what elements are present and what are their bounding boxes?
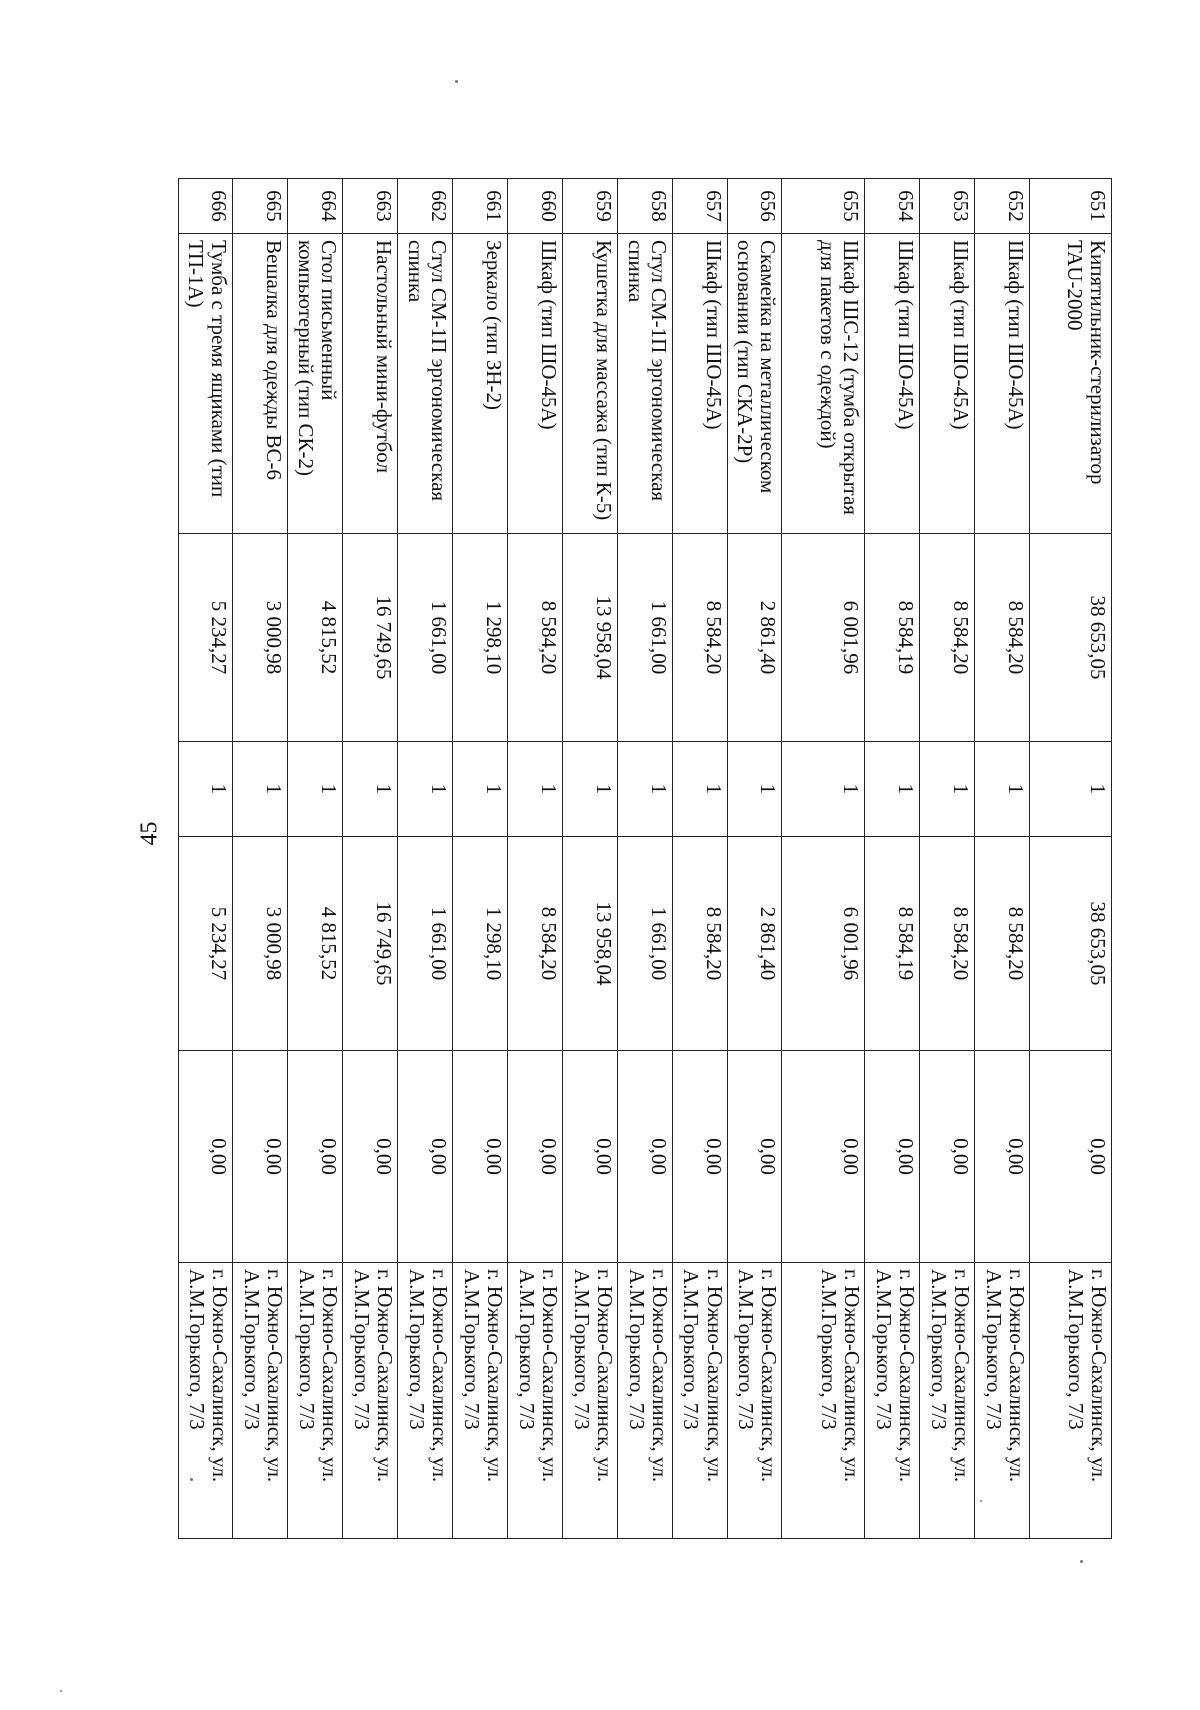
quantity-cell: 1 [398, 742, 453, 837]
address-cell: г. Южно-Сахалинск, ул. А.М.Горького, 7/3 [288, 1263, 343, 1539]
item-name-cell: Тумба с тремя ящиками (тип ТП-1А) [179, 234, 233, 534]
table-row [617, 179, 672, 1539]
table-row [864, 179, 919, 1539]
table-row [179, 179, 233, 1539]
row-number-cell: 661 [452, 179, 507, 234]
cost-cell: 8 584,20 [672, 534, 727, 742]
address-cell: г. Южно-Сахалинск, ул. А.М.Горького, 7/3 [398, 1263, 453, 1539]
book-value-cell: 1 661,00 [398, 837, 453, 1051]
scan-speck [1080, 1560, 1083, 1563]
scan-speck [980, 1500, 982, 1502]
book-value-cell: 2 861,40 [727, 837, 782, 1051]
table-row [562, 179, 617, 1539]
row-number-cell: 662 [398, 179, 453, 234]
scan-speck [455, 80, 458, 83]
cost-cell: 38 653,05 [1029, 534, 1111, 742]
row-number-cell: 660 [507, 179, 562, 234]
cost-cell: 6 001,96 [782, 534, 864, 742]
cost-cell: 1 661,00 [398, 534, 453, 742]
book-value-cell: 6 001,96 [782, 837, 864, 1051]
quantity-cell: 1 [782, 742, 864, 837]
inventory-table [178, 178, 1112, 1539]
row-number-cell: 656 [727, 179, 782, 234]
table-row [727, 179, 782, 1539]
cost-cell: 13 958,04 [562, 534, 617, 742]
book-value-cell: 38 653,05 [1029, 837, 1111, 1051]
book-value-cell: 8 584,20 [672, 837, 727, 1051]
cost-cell: 16 749,65 [343, 534, 398, 742]
quantity-cell: 1 [343, 742, 398, 837]
cost-cell: 1 661,00 [617, 534, 672, 742]
page-number: 45 [136, 821, 163, 846]
address-cell: г. Южно-Сахалинск, ул. А.М.Горького, 7/3 [343, 1263, 398, 1539]
book-value-cell: 8 584,20 [974, 837, 1029, 1051]
quantity-cell: 1 [727, 742, 782, 837]
residual-value-cell: 0,00 [452, 1051, 507, 1263]
table-row [288, 179, 343, 1539]
item-name-cell: Кипятильник-стерилизатор TAU-2000 [1029, 234, 1111, 534]
cost-cell: 1 298,10 [452, 534, 507, 742]
residual-value-cell: 0,00 [233, 1051, 288, 1263]
address-cell: г. Южно-Сахалинск, ул. А.М.Горького, 7/3 [562, 1263, 617, 1539]
row-number-cell: 659 [562, 179, 617, 234]
cost-cell: 3 000,98 [233, 534, 288, 742]
item-name-cell: Шкаф (тип ШО-45А) [672, 234, 727, 534]
cost-cell: 5 234,27 [179, 534, 233, 742]
book-value-cell: 16 749,65 [343, 837, 398, 1051]
book-value-cell: 1 298,10 [452, 837, 507, 1051]
row-number-cell: 655 [782, 179, 864, 234]
book-value-cell: 8 584,20 [919, 837, 974, 1051]
quantity-cell: 1 [617, 742, 672, 837]
address-cell: г. Южно-Сахалинск, ул. А.М.Горького, 7/3 [864, 1263, 919, 1539]
quantity-cell: 1 [864, 742, 919, 837]
cost-cell: 4 815,52 [288, 534, 343, 742]
table-row [672, 179, 727, 1539]
quantity-cell: 1 [233, 742, 288, 837]
address-cell: г. Южно-Сахалинск, ул. А.М.Горького, 7/3 [452, 1263, 507, 1539]
row-number-cell: 654 [864, 179, 919, 234]
row-number-cell: 653 [919, 179, 974, 234]
table-row [233, 179, 288, 1539]
item-name-cell: Шкаф (тип ШО-45А) [864, 234, 919, 534]
address-cell: г. Южно-Сахалинск, ул. А.М.Горького, 7/3 [507, 1263, 562, 1539]
row-number-cell: 666 [179, 179, 233, 234]
quantity-cell: 1 [452, 742, 507, 837]
book-value-cell: 3 000,98 [233, 837, 288, 1051]
quantity-cell: 1 [562, 742, 617, 837]
residual-value-cell: 0,00 [1029, 1051, 1111, 1263]
item-name-cell: Шкаф ШС-12 (тумба открытая для пакетов с одеждой) [782, 234, 864, 534]
item-name-cell: Настольный мини-футбол [343, 234, 398, 534]
item-name-cell: Стол письменный компьютерный (тип СК-2) [288, 234, 343, 534]
row-number-cell: 658 [617, 179, 672, 234]
residual-value-cell: 0,00 [782, 1051, 864, 1263]
row-number-cell: 663 [343, 179, 398, 234]
book-value-cell: 8 584,20 [507, 837, 562, 1051]
residual-value-cell: 0,00 [343, 1051, 398, 1263]
table-row [343, 179, 398, 1539]
item-name-cell: Шкаф (тип ШО-45А) [974, 234, 1029, 534]
residual-value-cell: 0,00 [672, 1051, 727, 1263]
cost-cell: 2 861,40 [727, 534, 782, 742]
residual-value-cell: 0,00 [617, 1051, 672, 1263]
address-cell: г. Южно-Сахалинск, ул. А.М.Горького, 7/3 [179, 1263, 233, 1539]
item-name-cell: Шкаф (тип ШО-45А) [507, 234, 562, 534]
residual-value-cell: 0,00 [398, 1051, 453, 1263]
cost-cell: 8 584,20 [507, 534, 562, 742]
item-name-cell: Стул СМ-1П эргономическая спинка [398, 234, 453, 534]
address-cell: г. Южно-Сахалинск, ул. А.М.Горького, 7/3 [617, 1263, 672, 1539]
address-cell: г. Южно-Сахалинск, ул. А.М.Горького, 7/3 [974, 1263, 1029, 1539]
residual-value-cell: 0,00 [179, 1051, 233, 1263]
table-row [919, 179, 974, 1539]
table-row [507, 179, 562, 1539]
table-row [782, 179, 864, 1539]
cost-cell: 8 584,19 [864, 534, 919, 742]
item-name-cell: Кушетка для массажа (тип К-5) [562, 234, 617, 534]
row-number-cell: 664 [288, 179, 343, 234]
rotated-table-frame [178, 178, 1112, 1538]
inventory-table-body [179, 179, 1112, 1539]
scan-speck [190, 1478, 193, 1481]
row-number-cell: 665 [233, 179, 288, 234]
inventory-table-container [178, 178, 1112, 1538]
book-value-cell: 1 661,00 [617, 837, 672, 1051]
item-name-cell: Скамейка на металлическом основании (тип СКА-2Р) [727, 234, 782, 534]
table-row [452, 179, 507, 1539]
row-number-cell: 657 [672, 179, 727, 234]
residual-value-cell: 0,00 [919, 1051, 974, 1263]
book-value-cell: 5 234,27 [179, 837, 233, 1051]
residual-value-cell: 0,00 [727, 1051, 782, 1263]
address-cell: г. Южно-Сахалинск, ул. А.М.Горького, 7/3 [919, 1263, 974, 1539]
quantity-cell: 1 [1029, 742, 1111, 837]
quantity-cell: 1 [672, 742, 727, 837]
cost-cell: 8 584,20 [919, 534, 974, 742]
item-name-cell: Вешалка для одежды ВС-6 [233, 234, 288, 534]
table-row [398, 179, 453, 1539]
address-cell: г. Южно-Сахалинск, ул. А.М.Горького, 7/3 [727, 1263, 782, 1539]
item-name-cell: Шкаф (тип ШО-45А) [919, 234, 974, 534]
row-number-cell: 652 [974, 179, 1029, 234]
table-row [974, 179, 1029, 1539]
residual-value-cell: 0,00 [288, 1051, 343, 1263]
book-value-cell: 8 584,19 [864, 837, 919, 1051]
book-value-cell: 4 815,52 [288, 837, 343, 1051]
quantity-cell: 1 [974, 742, 1029, 837]
cost-cell: 8 584,20 [974, 534, 1029, 742]
residual-value-cell: 0,00 [864, 1051, 919, 1263]
quantity-cell: 1 [179, 742, 233, 837]
address-cell: г. Южно-Сахалинск, ул. А.М.Горького, 7/3 [782, 1263, 864, 1539]
item-name-cell: Зеркало (тип ЗН-2) [452, 234, 507, 534]
item-name-cell: Стул СМ-1П эргономическая спинка [617, 234, 672, 534]
table-row [1029, 179, 1111, 1539]
address-cell: г. Южно-Сахалинск, ул. А.М.Горького, 7/3 [233, 1263, 288, 1539]
residual-value-cell: 0,00 [507, 1051, 562, 1263]
address-cell: г. Южно-Сахалинск, ул. А.М.Горького, 7/3 [672, 1263, 727, 1539]
residual-value-cell: 0,00 [974, 1051, 1029, 1263]
row-number-cell: 651 [1029, 179, 1111, 234]
quantity-cell: 1 [288, 742, 343, 837]
book-value-cell: 13 958,04 [562, 837, 617, 1051]
scan-speck [60, 1690, 62, 1692]
address-cell: г. Южно-Сахалинск, ул. А.М.Горького, 7/3 [1029, 1263, 1111, 1539]
quantity-cell: 1 [507, 742, 562, 837]
residual-value-cell: 0,00 [562, 1051, 617, 1263]
quantity-cell: 1 [919, 742, 974, 837]
